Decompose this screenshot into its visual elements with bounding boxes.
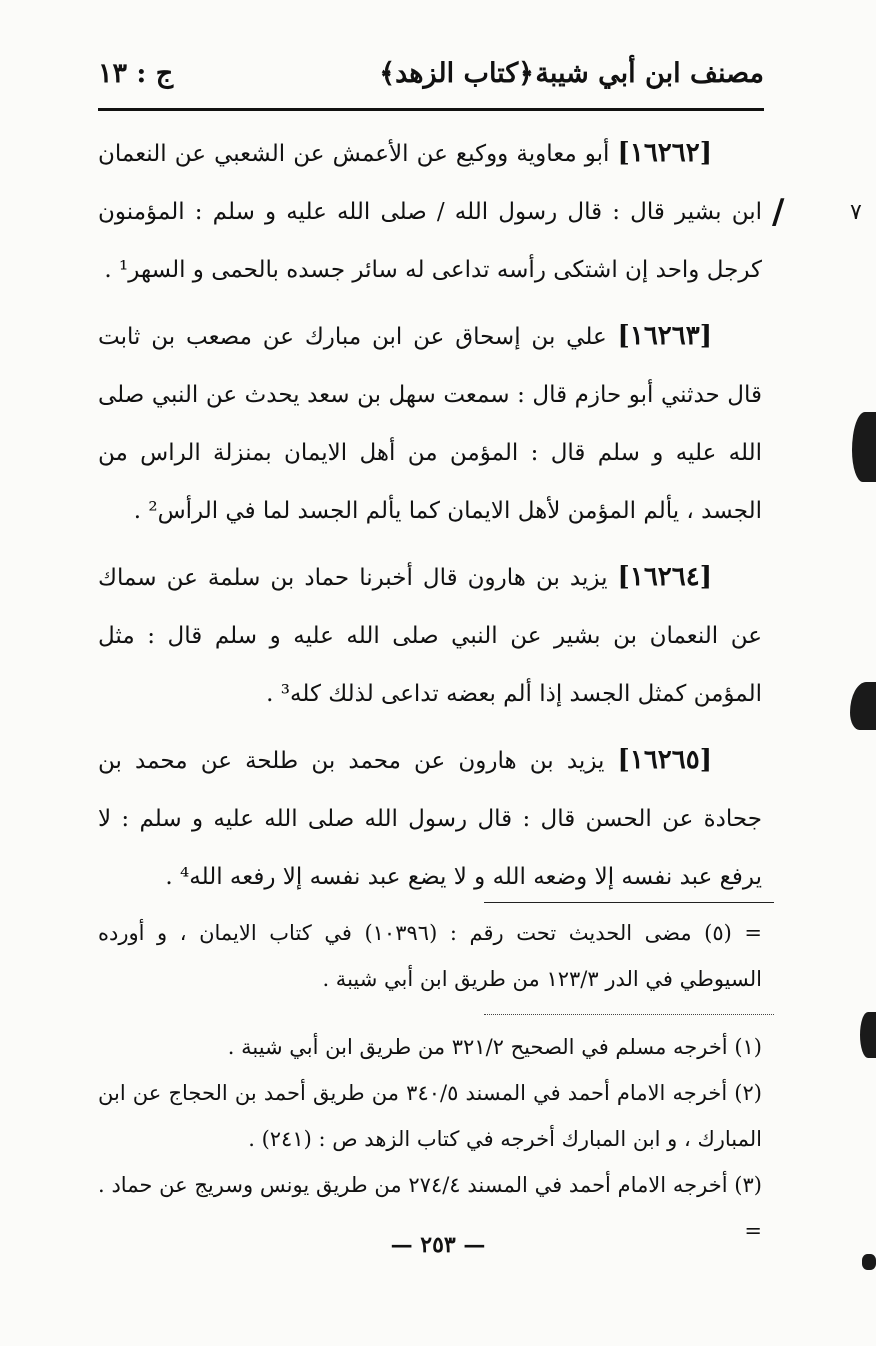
hadith-text: يزيد بن هارون قال أخبرنا حماد بن سلمة عن سماك عن النعمان بن بشير عن النبي صلى الله عليه و سلم قال : مثل المؤمن كمثل الجسد إذا ألم بعضه تداعى لذلك كله³ . bbox=[98, 565, 762, 707]
footnote: (٢) أخرجه الامام أحمد في المسند ٣٤٠/٥ من طريق أحمد بن الحجاج عن ابن المبارك ، و ابن المبارك أخرجه في كتاب الزهد ص : (٢٤١) . bbox=[98, 1081, 762, 1151]
footnote: (٣) أخرجه الامام أحمد في المسند ٢٧٤/٤ من طريق يونس وسريج عن حماد . = bbox=[98, 1173, 762, 1243]
chapter-title: ﴿كتاب الزهد﴾ bbox=[379, 58, 534, 89]
hadith-text: يزيد بن هارون عن محمد بن طلحة عن محمد بن جحادة عن الحسن قال : قال رسول الله صلى الله عليه و سلم : لا يرفع عبد نفسه إلا وضعه الله و لا يضع عبد نفسه إلا رفعه الله⁴ . bbox=[98, 748, 762, 890]
hadith-entry bbox=[98, 124, 762, 299]
footnote-separator bbox=[484, 1014, 774, 1015]
hadith-number: [١٦٢٦٥] bbox=[617, 745, 712, 775]
volume-number: ج : ١٣ bbox=[98, 58, 174, 89]
page-number: — ٢٥٣ — bbox=[390, 1232, 486, 1258]
footnote-rule bbox=[484, 902, 774, 903]
footnotes-continued bbox=[98, 910, 762, 1002]
paper-damage bbox=[862, 1254, 876, 1270]
hadith-number: [١٦٢٦٣] bbox=[617, 321, 712, 351]
footnote: = (٥) مضى الحديث تحت رقم : (١٠٣٩٦) في كتاب الايمان ، و أورده السيوطي في الدر ١٢٣/٣ من طريق ابن أبي شيبة . bbox=[98, 921, 762, 991]
hadith-text: أبو معاوية ووكيع عن الأعمش عن الشعبي عن النعمان ابن بشير قال : قال رسول الله / صلى الله عليه و سلم : المؤمنون كرجل واحد إن اشتكى رأسه تداعى له سائر جسده بالحمى و السهر¹ . bbox=[98, 141, 762, 283]
paper-damage bbox=[860, 1012, 876, 1058]
hadith-entry bbox=[98, 731, 762, 906]
hadith-text: علي بن إسحاق عن ابن مبارك عن مصعب بن ثابت قال حدثني أبو حازم قال : سمعت سهل بن سعد يحدث عن النبي صلى الله عليه و سلم قال : المؤمن من أهل الايمان بمنزلة الراس من الجسد ، يألم المؤمن لأهل الايمان كما يألم الجسد لما في الرأس² . bbox=[98, 324, 762, 524]
book-title: مصنف ابن أبي شيبة bbox=[535, 58, 764, 89]
hadith-entry bbox=[98, 548, 762, 723]
running-header bbox=[98, 52, 764, 112]
margin-folio-slash: / bbox=[772, 192, 785, 232]
paper-damage bbox=[852, 412, 876, 482]
paper-damage bbox=[850, 682, 876, 730]
hadith-entry bbox=[98, 307, 762, 540]
header-rule bbox=[98, 108, 764, 111]
hadith-number: [١٦٢٦٢] bbox=[617, 138, 712, 168]
footnotes bbox=[98, 1024, 762, 1254]
footnote: (١) أخرجه مسلم في الصحيح ٣٢١/٢ من طريق ابن أبي شيبة . bbox=[227, 1035, 762, 1059]
hadith-body bbox=[98, 124, 762, 906]
margin-mark: ٧ bbox=[850, 200, 862, 225]
hadith-number: [١٦٢٦٤] bbox=[617, 562, 712, 592]
